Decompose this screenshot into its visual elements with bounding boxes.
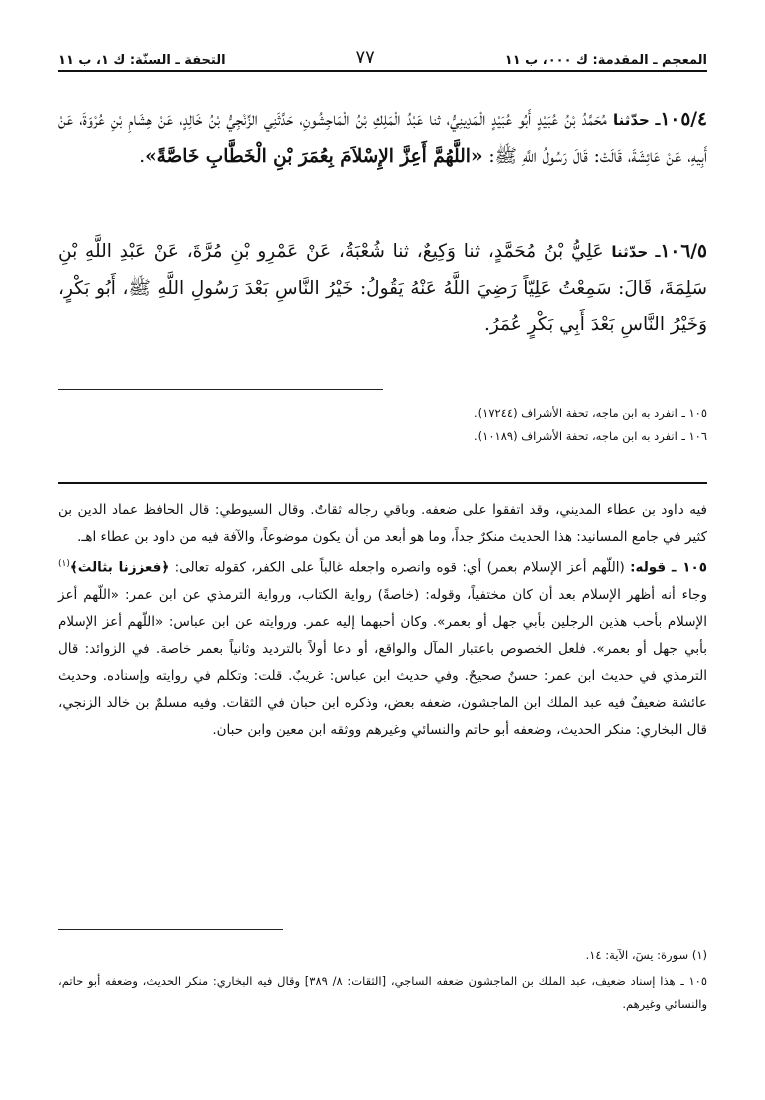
commentary-divider	[58, 482, 707, 484]
footnote-reference: (١)	[58, 559, 70, 569]
takhrij-rule	[58, 389, 383, 390]
footnotes	[58, 944, 707, 1019]
running-header	[58, 40, 707, 68]
footnote: ١٠٥ ـ هذا إسناد ضعيف، عبد الملك بن الماجشون ضعفه الساجي، [الثقات: ٨/ ٣٨٩] وقال فيه البخاري: منكر الحديث، وضعفه أبو حاتم، والنسائي وغيرهم.	[58, 974, 708, 1011]
footnote: (١) سورة: يسٓ، الآية: ١٤.	[585, 948, 707, 962]
hadith-text: مُحَمَّدُ بْنُ عُبَيْدٍ أَبُو عُبَيْدٍ الْمَدِينِيُّ، ثنا عَبْدُ الْمَلِكِ بْنُ الْمَاجِشُونِ، حَدَّثَنِي الزِّنْجِيُّ بْنُ خَالِدٍ، عَنْ هِشَامِ بْنِ عُرْوَةَ، عَنْ أَبِيهِ، عَنْ عَائِشَةَ، قَالَتْ: قَالَ رَسُولُ اللَّهِ ﷺ:	[58, 109, 707, 167]
quran-quote: ﴿فعززنا بثالث﴾	[69, 559, 170, 576]
commentary-text: وجاء أنه أظهر الإسلام بعد أن كان مختفياً، وقوله: (خاصةً) رواية الكتاب، ورواية الترمذي عن ابن عمر: «اللّهم أعز الإسلام بأحب هذين الرجلين بأبي جهل أو بعمر». وكان أحبهما إليه عمر. وروايته عن ابن عباس: «اللّهم أعز الإسلام بأبي جهل أو بعمر». فلعل الخصوص باعتبار المآل والواقع، أو دعا أولاً بالترديد وثانياً بعمر خاصة. في الزوائد: قال الترمذي في حديث ابن عمر: حسنٌ صحيحٌ. وفي حديث ابن عباس: غريبٌ. قلت: وتكلم في روايته وإسناده. وحديث عائشة ضعيفٌ فيه عبد الملك ابن الماجشون، ضعفه بعض، وذكره ابن حبان في الثقات. وفيه مسلمٌ بن خالد الزنجي، قال البخاري: منكر الحديث، وضعفه أبو حاتم والنسائي وغيرهم ووثقه ابن معين وابن حبان.	[58, 586, 707, 738]
hadith-quote: «اللَّهُمَّ أَعِزَّ الإِسْلاَمَ بِعُمَرَ بْنِ الْخَطَّابِ خَاصَّةً»	[145, 145, 483, 167]
takhrij-references	[58, 402, 707, 448]
commentary-paragraph: فيه داود بن عطاء المديني، وقد اتفقوا على ضعفه. وباقي رجاله ثقاتٌ. وقال السيوطي: قال الحافظ عماد الدين بن كثير في جامع المسانيد: هذا الحديث منكرٌ جداً، وما هو أبعد من أن يكون موضوعاً، والآفة فيه من داود بن عطاء اهـ.	[58, 502, 707, 545]
commentary-text: (اللّهم أعز الإسلام بعمر) أي: قوه وانصره واجعله غالباً على الكفر، كقوله تعالى:	[169, 559, 631, 576]
commentary	[58, 497, 707, 744]
hadith-text-end: .	[139, 145, 146, 167]
hadith-keyword: ـ حدّثنا	[612, 111, 661, 129]
hadith-105	[58, 102, 707, 175]
hadith-number: ١٠٦/٥	[660, 241, 707, 262]
page-number: ٧٧	[355, 47, 375, 68]
hadith-number: ١٠٥/٤	[660, 109, 707, 130]
header-left-reference: التحفة ـ السنّة: ك ١، ب ١١	[58, 53, 226, 68]
hadith-keyword: ـ حدّثنا	[611, 243, 661, 261]
hadith-106	[58, 234, 707, 344]
hadith-text: عَلِيُّ بْنُ مُحَمَّدٍ، ثنا وَكِيعٌ، ثنا شُعْبَةُ، عَنْ عَمْرِو بْنِ مُرَّةَ، عَنْ عَبْدِ اللَّهِ بْنِ سَلِمَةَ، قَالَ: سَمِعْتُ عَلِيّاً رَضِيَ اللَّهُ عَنْهُ يَقُولُ: خَيْرُ النَّاسِ بَعْدَ رَسُولِ اللَّهِ ﷺ، أَبُو بَكْرٍ، وَخَيْرُ النَّاسِ بَعْدَ أَبِي بَكْرٍ عُمَرُ.	[58, 241, 707, 335]
commentary-paragraph-105	[58, 551, 707, 744]
takhrij-line: ١٠٥ ـ انفرد به ابن ماجه، تحفة الأشراف (١٧٢٤٤).	[474, 406, 707, 420]
commentary-heading: ١٠٥ ـ قوله:	[630, 559, 707, 576]
footnotes-rule	[58, 929, 283, 930]
header-right-reference: المعجم ـ المقدمة: ك ٠٠٠، ب ١١	[504, 53, 707, 68]
header-rule	[58, 70, 707, 72]
takhrij-line: ١٠٦ ـ انفرد به ابن ماجه، تحفة الأشراف (١٠١٨٩).	[474, 429, 707, 443]
